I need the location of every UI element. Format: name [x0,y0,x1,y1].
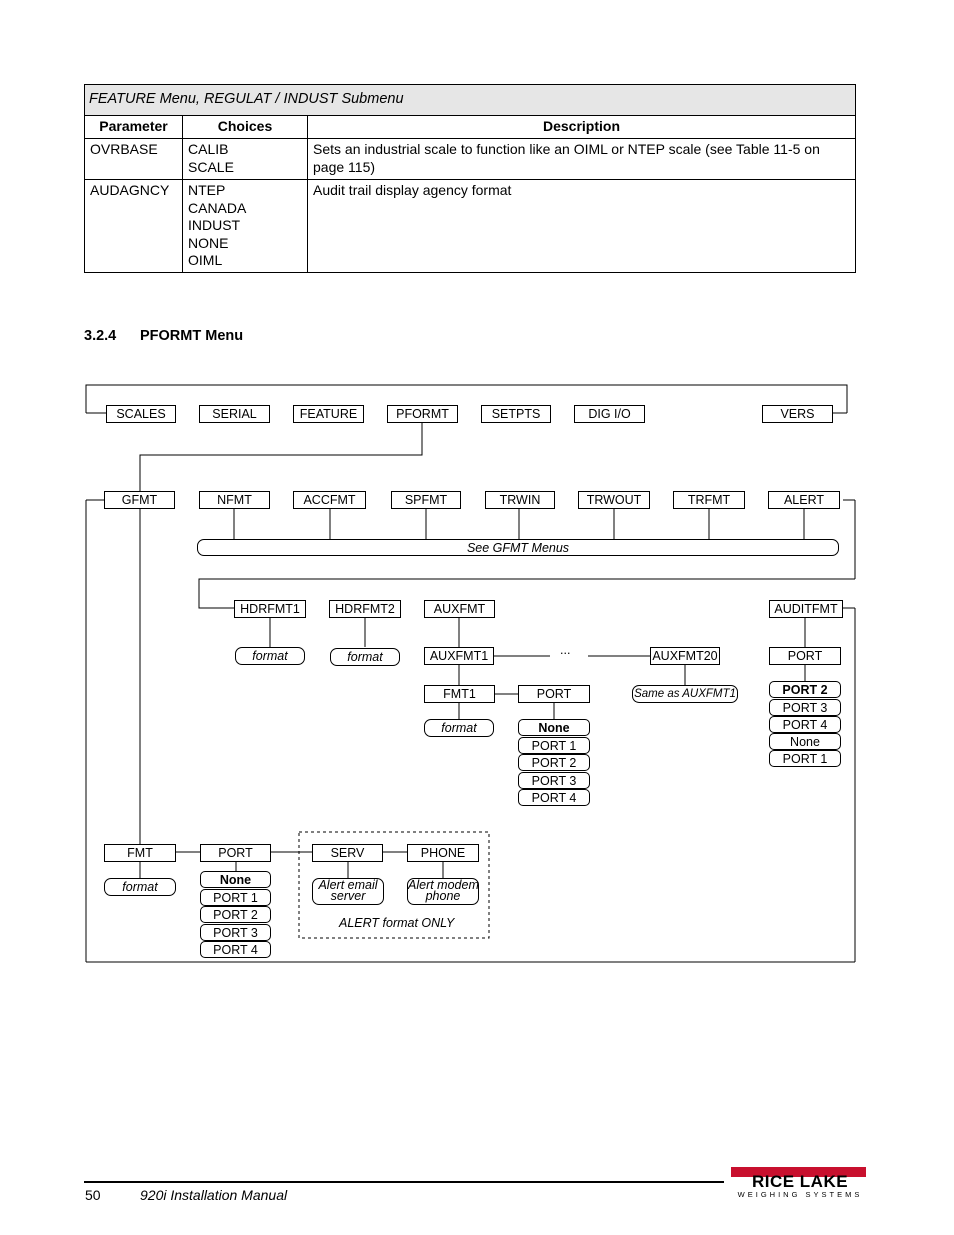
phone-alert-modem-phone [407,878,479,905]
submenu-alert: ALERT [768,491,840,509]
menu-vers: VERS [762,405,833,423]
choice: CANADA [188,199,247,216]
node-hdrfmt2: HDRFMT2 [329,600,401,618]
phone-line: phone [425,889,461,903]
table-caption: FEATURE Menu, REGULAT / INDUST Submenu [85,85,856,116]
node-aux-port: PORT [518,685,590,703]
aux-port-option: PORT 1 [518,737,590,754]
param-cell: AUDAGNCY [85,180,183,273]
hdrfmt2-format: format [330,648,400,666]
node-alert-port: PORT [200,844,271,862]
alert-port-option: None [200,871,271,888]
footer-rule [84,1181,724,1183]
node-hdrfmt1: HDRFMT1 [234,600,306,618]
manual-title: 920i Installation Manual [140,1187,288,1203]
aux-port-option: PORT 3 [518,772,590,789]
node-auxfmt1: AUXFMT1 [424,647,494,665]
ellipsis: ... [560,643,571,657]
fmt1-format: format [424,719,494,737]
description-line: Sets an industrial scale to function like an OIML or NTEP scale (see Table 11-5 on [313,141,820,157]
page-number: 50 [85,1187,101,1203]
audit-port-option: PORT 4 [769,716,841,733]
submenu-accfmt: ACCFMT [293,491,366,509]
submenu-spfmt: SPFMT [391,491,461,509]
header-description: Description [308,116,856,139]
submenu-trwin: TRWIN [485,491,555,509]
header-parameter: Parameter [85,116,183,139]
section-title: PFORMT Menu [140,328,244,344]
serv-line: Alert email [318,878,378,892]
rice-lake-logo [728,1165,870,1201]
node-auxfmt20: AUXFMT20 [650,647,720,665]
serv-alert-email-server [312,878,384,905]
node-auditfmt: AUDITFMT [769,600,843,618]
choice: NTEP [188,182,226,198]
aux-port-option: PORT 2 [518,754,590,771]
choice: SCALE [188,158,234,175]
submenu-trwout: TRWOUT [578,491,650,509]
phone-line: Alert modem [408,878,479,892]
audit-port-option: PORT 2 [769,681,841,698]
same-as-auxfmt1: Same as AUXFMT1 [632,685,738,703]
param-cell: OVRBASE [85,139,183,180]
alert-format-only-note: ALERT format ONLY [339,916,455,930]
hdrfmt1-format: format [235,647,305,665]
menu-feature: FEATURE [293,405,364,423]
see-gfmt-menus: See GFMT Menus [197,539,839,556]
audit-port-option: None [769,733,841,750]
menu-scales: SCALES [106,405,176,423]
node-fmt1: FMT1 [424,685,495,703]
alert-port-option: PORT 1 [200,889,271,906]
alert-port-option: PORT 4 [200,941,271,958]
choice: OIML [188,252,223,268]
logo-text-bottom: WEIGHING SYSTEMS [737,1190,863,1199]
serv-line: server [330,889,366,903]
node-serv: SERV [312,844,383,862]
description-line: page 115) [313,158,376,175]
alert-port-option: PORT 2 [200,906,271,923]
submenu-trfmt: TRFMT [673,491,745,509]
submenu-gfmt: GFMT [104,491,175,509]
audit-port-option: PORT 3 [769,699,841,716]
menu-serial: SERIAL [199,405,270,423]
node-audit-port: PORT [769,647,841,665]
choice: INDUST [188,217,241,233]
alert-port-option: PORT 3 [200,924,271,941]
menu-setpts: SETPTS [481,405,551,423]
node-phone: PHONE [407,844,479,862]
choice: CALIB [188,141,229,157]
description-line: Audit trail display agency format [313,182,512,198]
node-auxfmt: AUXFMT [424,600,495,618]
logo-text-top: RICE LAKE [751,1172,849,1191]
menu-dig-io: DIG I/O [574,405,645,423]
node-fmt: FMT [104,844,176,862]
choice: NONE [188,234,229,251]
section-number: 3.2.4 [84,328,117,344]
header-choices: Choices [183,116,308,139]
audit-port-option: PORT 1 [769,750,841,767]
aux-port-option: PORT 4 [518,789,590,806]
menu-pformt: PFORMT [387,405,458,423]
submenu-nfmt: NFMT [199,491,270,509]
fmt-format: format [104,878,176,896]
aux-port-option: None [518,719,590,736]
